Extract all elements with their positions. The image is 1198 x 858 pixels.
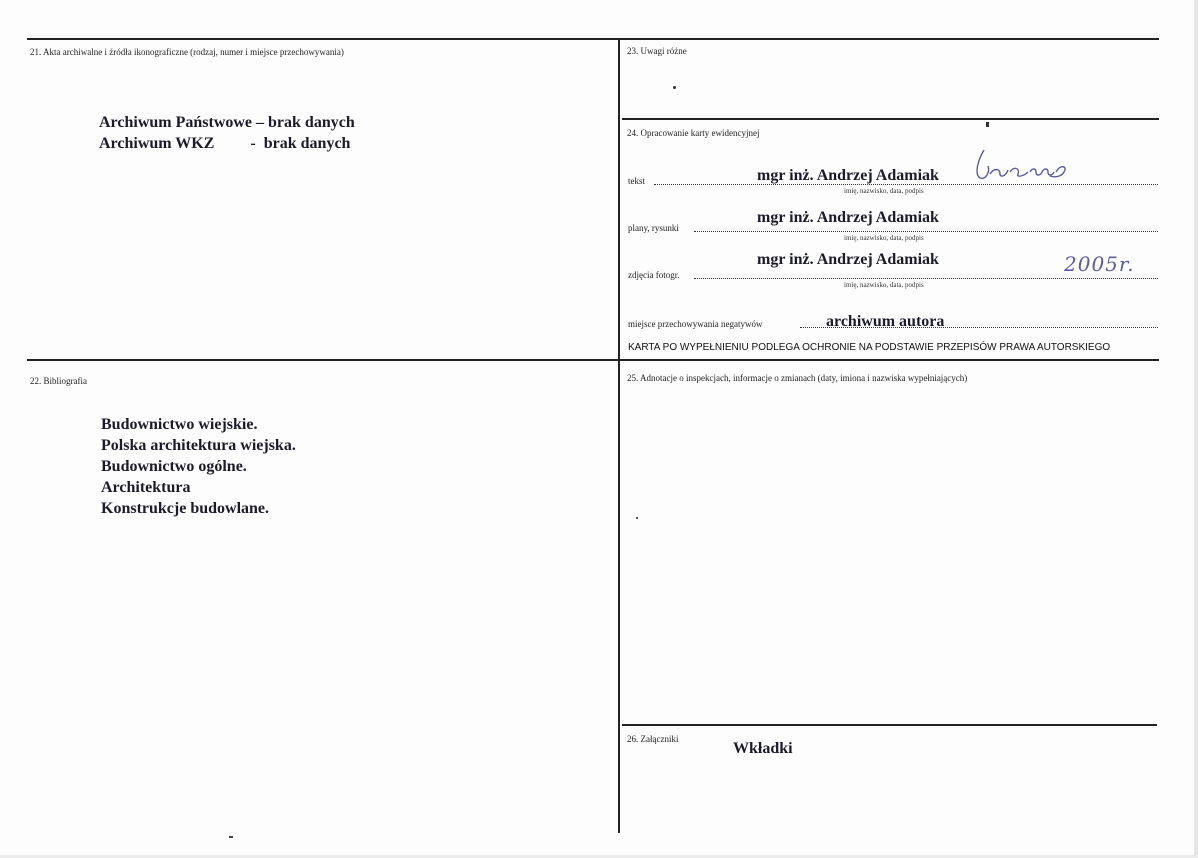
sec23-heading: 23. Uwagi różne [627, 46, 687, 56]
sec26-value: Wkładki [733, 740, 793, 757]
sec24-row-value: mgr inż. Andrzej Adamiak [757, 167, 939, 184]
sec26-top-rule [622, 724, 1157, 726]
sec24-row-sub: imię, nazwisko, data, podpis [844, 187, 924, 195]
sec24-row-sub: imię, nazwisko, data, podpis [844, 281, 924, 289]
handwritten-date: 2005r. [1064, 252, 1135, 276]
sec21-line: Archiwum WKZ - brak danych [99, 135, 351, 152]
bibliography-item: Polska architektura wiejska. [101, 437, 296, 454]
scan-edge-right [1194, 0, 1198, 858]
sec24-heading: 24. Opracowanie karty ewidencyjnej [627, 128, 760, 138]
sec21-content [99, 112, 355, 154]
sec24-top-rule [622, 118, 1159, 120]
sec24-row-sub: imię, nazwisko, data, podpis [844, 234, 924, 242]
sec24-row-value: mgr inż. Andrzej Adamiak [757, 209, 939, 226]
signature-image [966, 138, 1076, 188]
sec21-line: Archiwum Państwowe – brak danych [99, 114, 355, 131]
negatives-label: miejsce przechowywania negatywów [628, 319, 763, 329]
sec26-heading: 26. Załączniki [627, 734, 679, 744]
scan-speck [229, 836, 233, 838]
top-rule [27, 38, 1159, 40]
sec25-heading: 25. Adnotacje o inspekcjach, informacje o zmianach (daty, imiona i nazwiska wypełniających) [627, 373, 968, 383]
scan-speck [986, 122, 989, 127]
scan-speck [673, 86, 676, 89]
bibliography-item: Budownictwo ogólne. [101, 458, 247, 475]
bibliography-item: Konstrukcje budowlane. [101, 500, 270, 517]
sec22-content [101, 414, 296, 519]
sec24-row-label: plany, rysunki [628, 223, 679, 233]
dotted-line [694, 231, 1158, 232]
sec24-row-label: zdjęcia fotogr. [628, 270, 680, 280]
copyright-notice: KARTA PO WYPEŁNIENIU PODLEGA OCHRONIE NA PODSTAWIE PRZEPISÓW PRAWA AUTORSKIEGO [628, 342, 1111, 353]
sec24-row-label: tekst [628, 176, 645, 186]
sec24-row-value: mgr inż. Andrzej Adamiak [757, 251, 939, 268]
negatives-value: archiwum autora [826, 313, 945, 330]
sec22-heading: 22. Bibliografia [30, 376, 87, 386]
scan-speck [636, 517, 638, 519]
middle-rule [27, 359, 1159, 361]
center-divider [618, 38, 620, 833]
sec21-heading: 21. Akta archiwalne i źródła ikonograficzne (rodzaj, numer i miejsce przechowywania) [30, 47, 344, 57]
bibliography-item: Architektura [101, 479, 191, 496]
bibliography-item: Budownictwo wiejskie. [101, 416, 258, 433]
dotted-line [694, 278, 1158, 279]
